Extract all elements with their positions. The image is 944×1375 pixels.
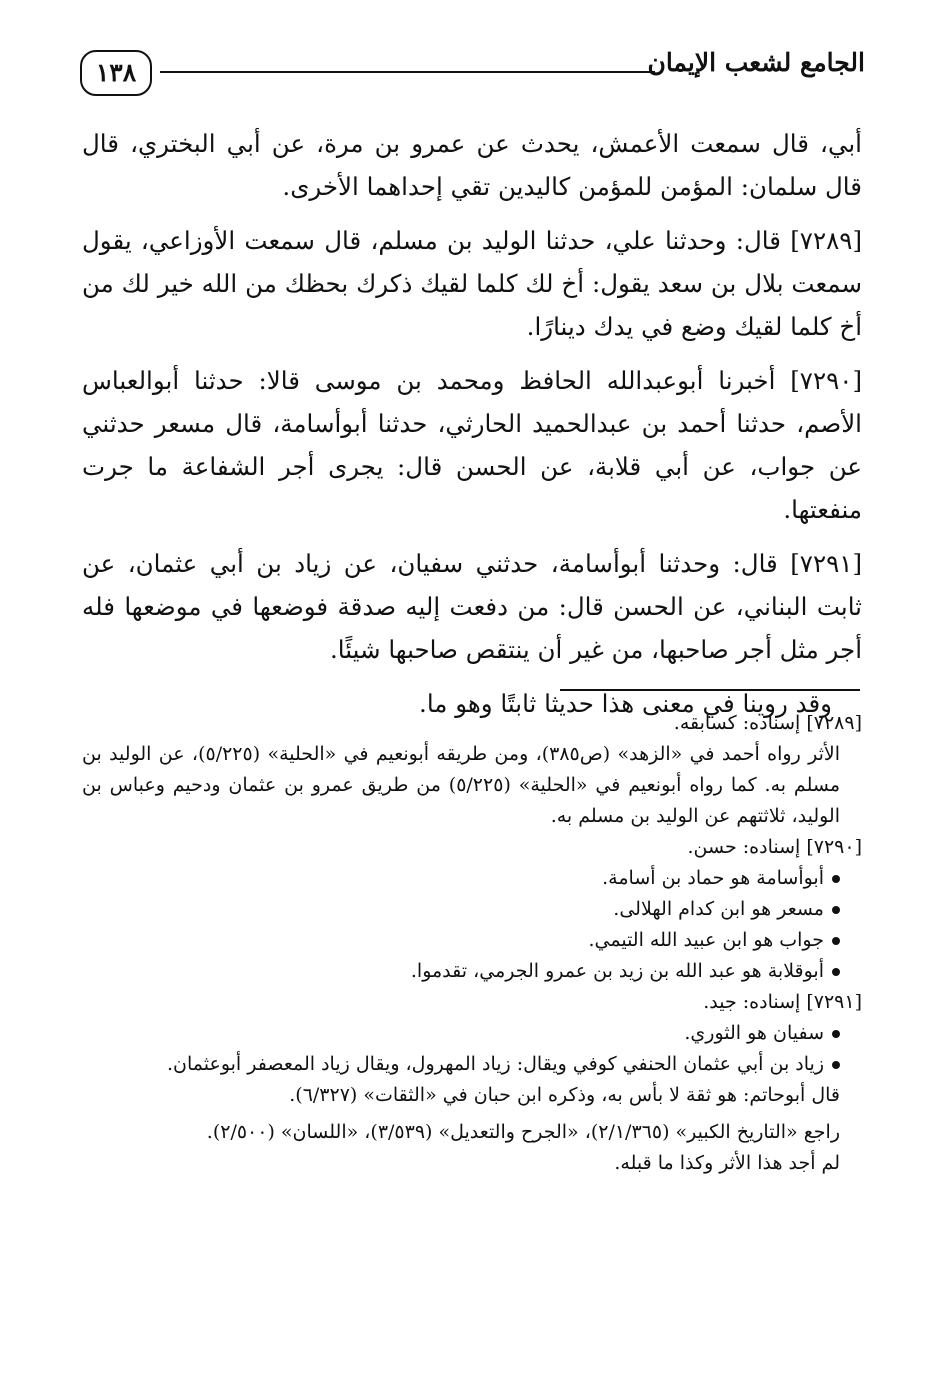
closing-line: وقد روينا في معنى هذا حديثا ثابتًا وهو ما. xyxy=(419,689,832,718)
main-text xyxy=(82,122,862,736)
list-item: أبوقلابة هو عبد الله بن زيد بن عمرو الجرمي، تقدموا. xyxy=(82,956,840,987)
list-item: أبوأسامة هو حماد بن أسامة. xyxy=(82,863,840,894)
bullet-icon xyxy=(832,968,840,976)
list-item: جواب هو ابن عبيد الله التيمي. xyxy=(82,925,840,956)
bullet-icon xyxy=(832,937,840,945)
running-title: الجامع لشعب الإيمان xyxy=(647,48,865,77)
footnote-text: الأثر رواه أحمد في «الزهد» (ص٣٨٥)، ومن طريقه أبونعيم في «الحلية» (٥/٢٢٥)، عن الوليد بن مسلم به. كما رواه أبونعيم في «الحلية» (٥/٢٢٥) من طريق عمرو بن عثمان ودحيم وعباس بن الوليد، ثلاثتهم عن الوليد بن مسلم به. xyxy=(82,743,840,827)
footnote-list xyxy=(82,863,862,987)
header-rule xyxy=(160,71,655,73)
footnote-list xyxy=(82,1018,862,1080)
footnote-separator xyxy=(560,689,860,691)
bullet-icon xyxy=(832,1030,840,1038)
footnote-text: قال أبوحاتم: هو ثقة لا بأس به، وذكره ابن حبان في «الثقات» (٦/٣٢٧). xyxy=(289,1084,840,1106)
bullet-icon xyxy=(832,875,840,883)
footnotes xyxy=(82,708,862,1179)
main-paragraph: [٧٢٩٠] أخبرنا أبوعبدالله الحافظ ومحمد بن موسى قالا: حدثنا أبوالعباس الأصم، حدثنا أحمد بن عبدالحميد الحارثي، حدثنا أبوأسامة، قال مسعر حدثني عن جواب، عن أبي قلابة، عن الحسن قال: يجرى أجر الشفاعة ما جرت منفعتها. xyxy=(82,366,862,524)
list-item: زياد بن أبي عثمان الحنفي كوفي ويقال: زياد المهرول، ويقال زياد المعصفر أبوعثمان. xyxy=(82,1049,840,1080)
page-header xyxy=(80,44,865,108)
bullet-icon xyxy=(832,1061,840,1069)
list-item: مسعر هو ابن كدام الهلالى. xyxy=(82,894,840,925)
footnote-heading: [٧٢٩٠] إسناده: حسن. xyxy=(687,836,862,858)
footnote-heading: [٧٢٨٩] إسناده: كسابقه. xyxy=(673,712,862,734)
bullet-icon xyxy=(832,906,840,914)
footnote-heading: [٧٢٩١] إسناده: جيد. xyxy=(703,991,862,1013)
footnote-text: راجع «التاريخ الكبير» (٢/١/٣٦٥)، «الجرح والتعديل» (٣/٥٣٩)، «اللسان» (٢/٥٠٠). xyxy=(206,1121,840,1143)
main-paragraph: [٧٢٩١] قال: وحدثنا أبوأسامة، حدثني سفيان، عن زياد بن أبي عثمان، عن ثابت البناني، عن الحسن قال: من دفعت إليه صدقة فوضعها في موضعها فله أجر مثل أجر صاحبها، من غير أن ينتقص صاحبها شيئًا. xyxy=(82,549,862,664)
list-item: سفيان هو الثوري. xyxy=(82,1018,840,1049)
footnote-text: لم أجد هذا الأثر وكذا ما قبله. xyxy=(614,1152,840,1174)
main-paragraph: [٧٢٨٩] قال: وحدثنا علي، حدثنا الوليد بن مسلم، قال سمعت الأوزاعي، يقول سمعت بلال بن سعد يقول: أخ لك كلما لقيك ذكرك بحظك من الله خير لك من أخ كلما لقيك وضع في يدك دينارًا. xyxy=(82,226,862,341)
main-paragraph: أبي، قال سمعت الأعمش، يحدث عن عمرو بن مرة، عن أبي البختري، قال قال سلمان: المؤمن للمؤمن كاليدين تقي إحداهما الأخرى. xyxy=(82,129,862,201)
page-number: ١٣٨ xyxy=(80,50,152,96)
